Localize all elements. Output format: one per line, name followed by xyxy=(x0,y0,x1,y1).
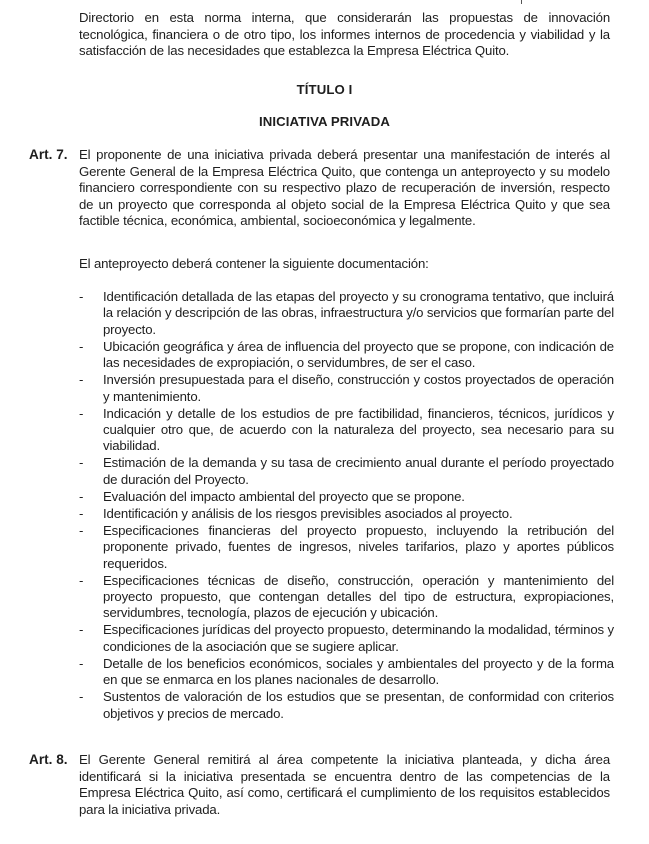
list-item xyxy=(79,523,614,572)
list-item-text: Identificación detallada de las etapas del proyecto y su cronograma tentativo, que incluirá la relación y descripción de las obras, infraestructura y/o servicios que formarían parte del proyecto. xyxy=(103,289,614,337)
list-item xyxy=(79,622,614,655)
list-item xyxy=(79,689,614,722)
scan-mark xyxy=(521,0,522,4)
bullet-dash: - xyxy=(79,572,84,588)
subtitle-heading: INICIATIVA PRIVADA xyxy=(259,114,390,129)
bullet-dash: - xyxy=(79,488,84,504)
list-item xyxy=(79,289,614,338)
list-item-text: Especificaciones técnicas de diseño, construcción, operación y mantenimiento del proyecto propuesto, que contengan detalles del tipo de estructura, expropiaciones, servidumbres, tecnología, plazos de ejecución y ubicación. xyxy=(103,572,614,621)
bullet-dash: - xyxy=(79,455,84,471)
article-8-text: El Gerente General remitirá al área competente la iniciativa planteada, y dicha área identificará si la iniciativa presentada se encuentra dentro de las competencias de la Empresa Eléctrica Quito, así como, certificará el cumplimiento de los requisitos establecidos para la iniciativa privada. xyxy=(79,752,610,817)
list-item-text: Ubicación geográfica y área de influencia del proyecto que se propone, con indicación de las necesidades de expropiación, o servidumbres, de ser el caso. xyxy=(103,338,614,371)
bullet-dash: - xyxy=(79,522,84,538)
list-item xyxy=(79,506,614,522)
list-item-text: Indicación y detalle de los estudios de pre factibilidad, financieros, técnicos, jurídicos y cualquier otro que, de acuerdo con la naturaleza del proyecto, sea necesario para su viabilidad. xyxy=(103,405,614,454)
bullet-dash: - xyxy=(79,289,84,304)
list-item-text: Especificaciones jurídicas del proyecto propuesto, determinando la modalidad, términos y condiciones de la asociación que se sugiere aplicar. xyxy=(103,622,614,654)
article-7-label: Art. 7. xyxy=(29,147,68,162)
list-item xyxy=(79,372,614,405)
list-item-text: Evaluación del impacto ambiental del proyecto que se propone. xyxy=(103,488,465,504)
list-item-text: Estimación de la demanda y su tasa de crecimiento anual durante el período proyectado de duración del Proyecto. xyxy=(103,455,614,487)
bullet-dash: - xyxy=(79,338,84,354)
list-item xyxy=(79,656,614,689)
title-heading: TÍTULO I xyxy=(296,82,353,97)
bullet-dash: - xyxy=(79,655,84,671)
intro-paragraph: Directorio en esta norma interna, que considerarán las propuestas de innovación tecnológica, financiera o de otro tipo, los informes internos de procedencia y viabilidad y la satisfacción de las necesidades que establezca la Empresa Eléctrica Quito. xyxy=(79,10,610,58)
list-item-text: Detalle de los beneficios económicos, sociales y ambientales del proyecto y de la forma en que se enmarca en los planes nacionales de desarrollo. xyxy=(103,655,614,688)
list-item xyxy=(79,489,614,505)
bullet-dash: - xyxy=(79,505,84,521)
list-item-text: Identificación y análisis de los riesgos previsibles asociados al proyecto. xyxy=(103,505,513,521)
bullet-dash: - xyxy=(79,405,84,421)
list-item xyxy=(79,455,614,488)
article-7-text: El proponente de una iniciativa privada deberá presentar una manifestación de interés al Gerente General de la Empresa Eléctrica Quito, que contenga un anteproyecto y su modelo financiero correspondiente con su respectivo plazo de recuperación de inversión, respecto de un proyecto que corresponda al objeto social de la Empresa Eléctrica Quito y que sea factible técnica, económica, ambiental, socioeconómica y legalmente. xyxy=(79,147,610,228)
bullet-dash: - xyxy=(79,622,84,638)
list-item xyxy=(79,406,614,455)
bullet-dash: - xyxy=(79,372,84,388)
list-item xyxy=(79,339,614,372)
list-item-text: Especificaciones financieras del proyecto propuesto, incluyendo la retribución del proponente privado, fuentes de ingresos, niveles tarifarios, plazo y aportes públicos requeridos. xyxy=(103,522,614,571)
list-item-text: Inversión presupuestada para el diseño, construcción y costos proyectados de operación y mantenimiento. xyxy=(103,372,614,404)
article-7-lead: El anteproyecto deberá contener la siguiente documentación: xyxy=(79,256,429,271)
requirements-list xyxy=(79,289,614,723)
list-item xyxy=(79,573,614,622)
article-8-label: Art. 8. xyxy=(29,752,68,767)
bullet-dash: - xyxy=(79,689,84,705)
list-item-text: Sustentos de valoración de los estudios que se presentan, de conformidad con criterios objetivos y precios de mercado. xyxy=(103,689,614,721)
